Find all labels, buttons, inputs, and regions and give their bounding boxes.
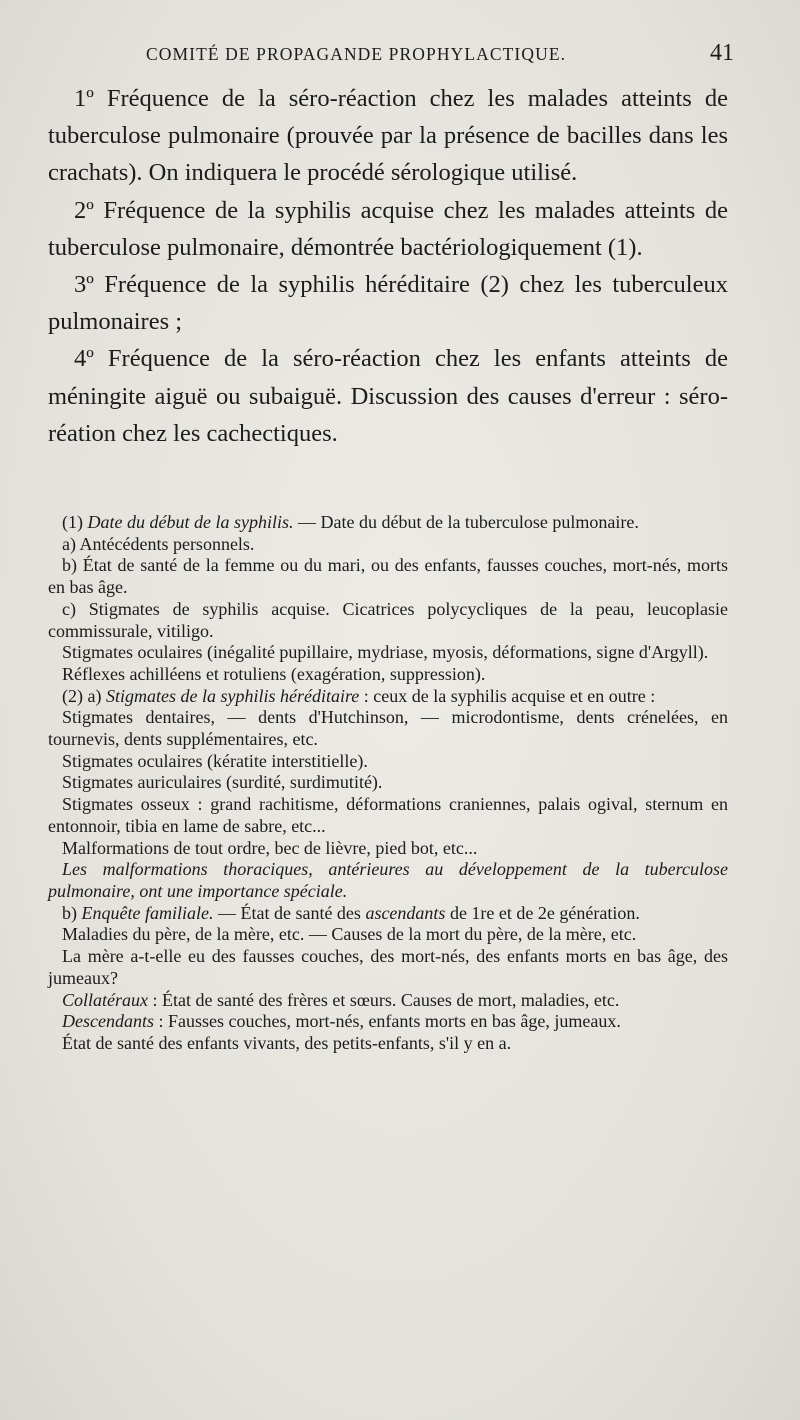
footnote-2-b: b) Enquête familiale. — État de santé des ascendants de 1re et de 2e génération. <box>62 902 640 923</box>
footnote-1: (1) Date du début de la syphilis. — Date du début de la tuberculose pulmonaire. <box>62 512 639 533</box>
main-text <box>48 80 728 452</box>
footnote-1-oculaires: Stigmates oculaires (inégalité pupillaire, mydriase, myosis, déformations, signe d'Argyll). <box>62 642 709 663</box>
paragraph-1: 1º Fréquence de la séro-réaction chez les malades atteints de tuberculose pulmonaire (prouvée par la présence de bacilles dans les crachats). On indiquera le procédé sérologique utilisé. <box>48 85 728 187</box>
footnote-2-oculaires: Stigmates oculaires (kératite interstitielle). <box>62 750 368 771</box>
footnote-2: (2) a) Stigmates de la syphilis héréditaire : ceux de la syphilis acquise et en outre : <box>62 685 656 706</box>
footnote-2-descendants: Descendants : Fausses couches, mort-nés, enfants morts en bas âge, jumeaux. <box>62 1011 621 1032</box>
footnote-1-b: b) État de santé de la femme ou du mari, ou des enfants, fausses couches, mort-nés, morts en bas âge. <box>48 555 728 598</box>
footnote-2-dentaires: Stigmates dentaires, — dents d'Hutchinson, — microdontisme, dents crénelées, en tournevis, dents supplémentaires, etc. <box>48 707 728 750</box>
footnote-1-a: a) Antécédents personnels. <box>62 533 255 554</box>
page-header <box>48 40 734 80</box>
footnote-2-auriculaires: Stigmates auriculaires (surdité, surdimutité). <box>62 772 383 793</box>
running-head: COMITÉ DE PROPAGANDE PROPHYLACTIQUE. <box>146 44 567 64</box>
footnote-1-c: c) Stigmates de syphilis acquise. Cicatrices polycycliques de la peau, leucoplasie commissurale, vitiligo. <box>48 598 728 641</box>
footnote-2-malformations: Malformations de tout ordre, bec de lièvre, pied bot, etc... <box>62 837 478 858</box>
paragraph-2: 2º Fréquence de la syphilis acquise chez les malades atteints de tuberculose pulmonaire, démontrée bactériologiquement (1). <box>48 196 728 261</box>
footnote-1-reflexes: Réflexes achilléens et rotuliens (exagération, suppression). <box>62 663 486 684</box>
footnote-2-mere: La mère a-t-elle eu des fausses couches, des mort-nés, des enfants morts en bas âge, des jumeaux? <box>48 946 728 988</box>
paragraph-3: 3º Fréquence de la syphilis héréditaire (2) chez les tuberculeux pulmonaires ; <box>48 271 728 336</box>
page-number: 41 <box>710 40 734 66</box>
paragraph-4: 4º Fréquence de la séro-réaction chez les enfants atteints de méningite aiguë ou subaiguë. Discussion des causes d'erreur : séro-réation chez les cachectiques. <box>48 345 728 447</box>
footnote-2-maladies: Maladies du père, de la mère, etc. — Causes de la mort du père, de la mère, etc. <box>62 924 637 945</box>
footnote-2-thoraciques: Les malformations thoraciques, antérieures au développement de la tuberculose pulmonaire, ont une importance spéciale. <box>48 859 728 901</box>
footnotes <box>48 512 728 1055</box>
footnote-2-etat: État de santé des enfants vivants, des petits-enfants, s'il y en a. <box>62 1032 512 1053</box>
footnote-2-collateraux: Collatéraux : État de santé des frères et sœurs. Causes de mort, maladies, etc. <box>62 989 620 1010</box>
footnote-2-osseux: Stigmates osseux : grand rachitisme, déformations craniennes, palais ogival, sternum en entonnoir, tibia en lame de sabre, etc... <box>48 794 728 836</box>
